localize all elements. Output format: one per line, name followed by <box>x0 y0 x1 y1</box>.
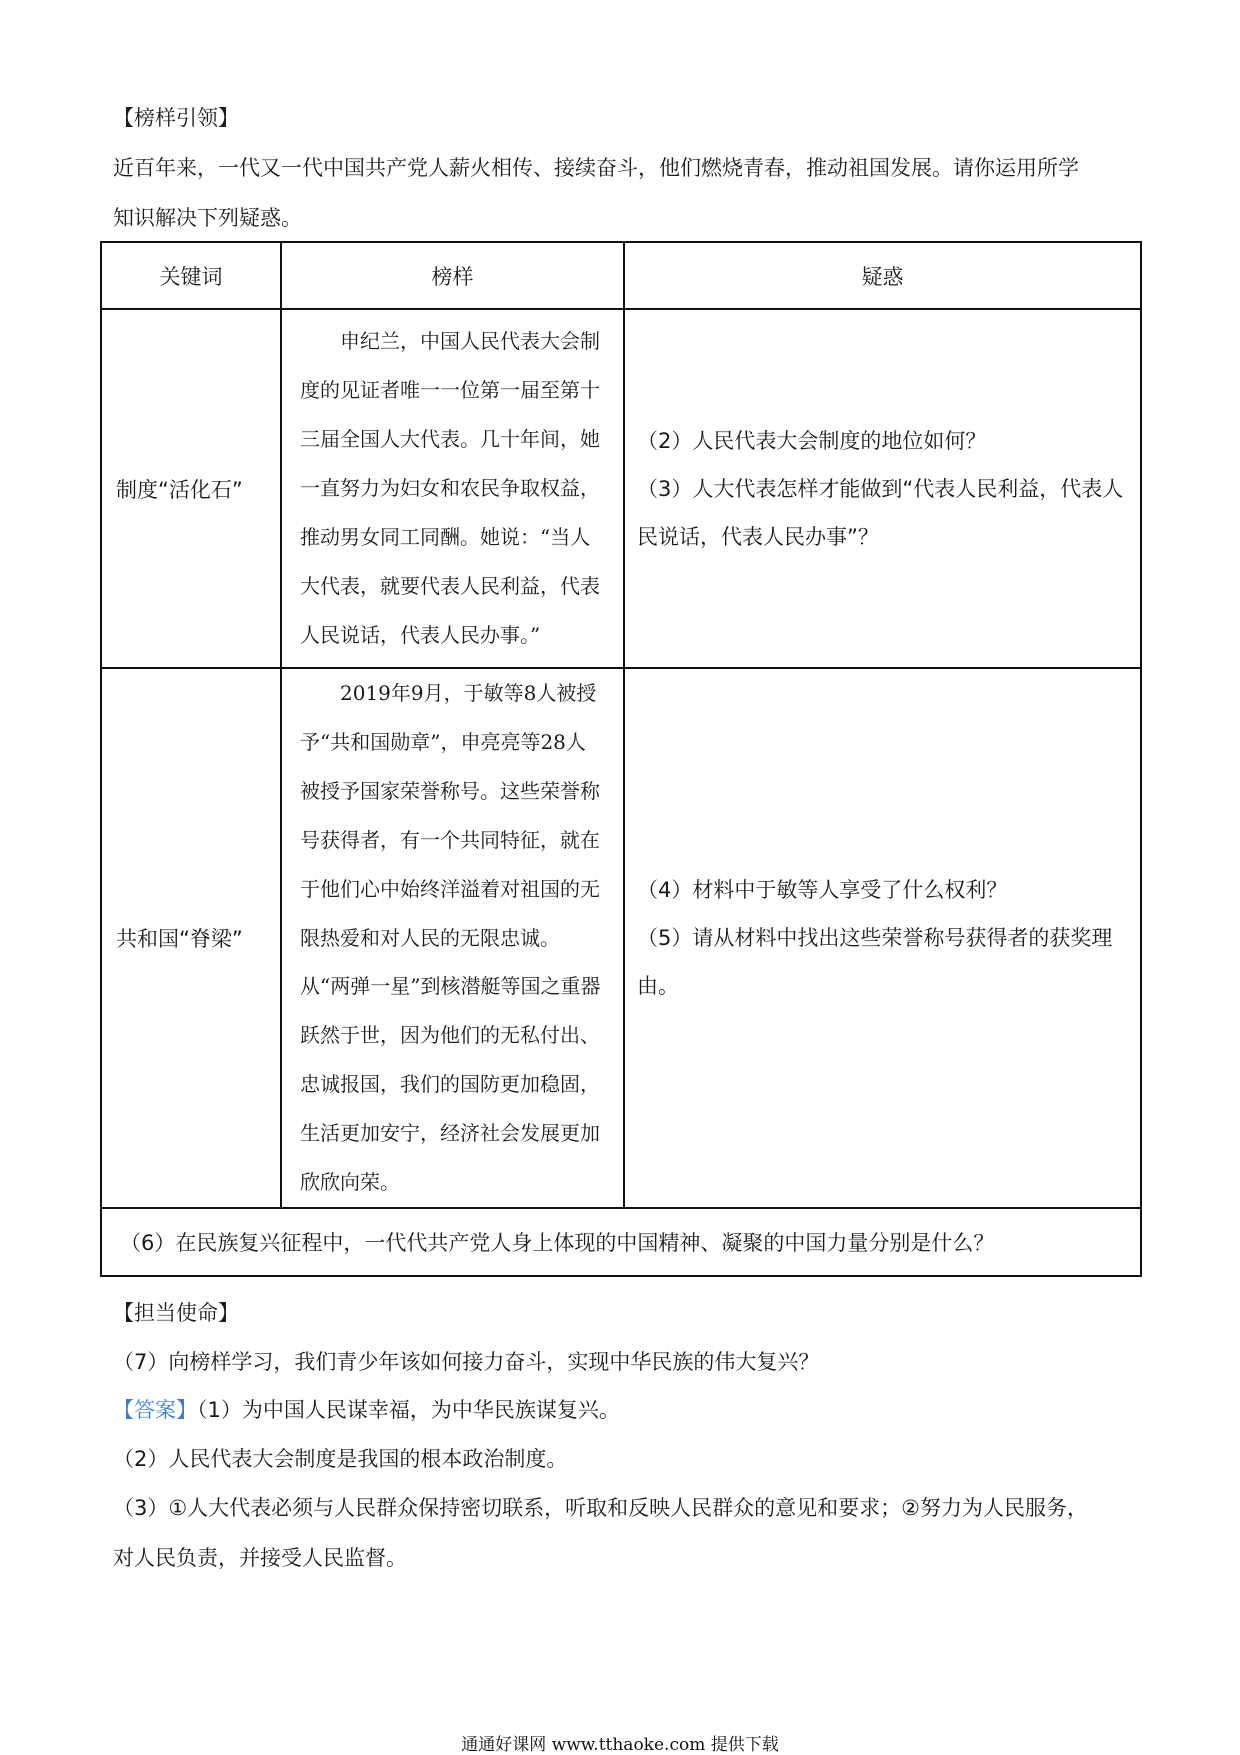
answer-text: （1）为中国人民谋幸福，为中华民族谋复兴。 <box>197 1398 620 1422</box>
header-model: 榜样 <box>281 242 624 309</box>
answer-line-1 <box>113 1395 620 1425</box>
question-item: （4）材料中于敏等人享受了什么权利？ <box>637 877 1008 902</box>
model-text: 2019年9月，于敏等8人被授予“共和国勋章”，申亮亮等28人被授予国家荣誉称号。这些荣誉称号获得者，有一个共同特征，就在于他们心中始终洋溢着对祖国的无限热爱和对人民的无限忠诚。从“两弹一星”到核潜艇等国之重器跃然于世，因为他们的无私付出、忠诚报国，我们的国防更加稳固，生活更加安宁，经济社会发展更加欣欣向荣。 <box>300 681 601 1195</box>
question-item: （2）人民代表大会制度的地位如何？ <box>637 428 987 453</box>
section-heading-mission: 【担当使命】 <box>113 1301 239 1325</box>
model-text: 申纪兰，中国人民代表大会制度的见证者唯一一位第一届至第十三届全国人大代表。几十年间，她一直努力为妇女和农民争取权益，推动男女同工同酬。她说：“当人大代表，就要代表人民利益，代表人民说话，代表人民办事。” <box>300 329 600 647</box>
model-cell <box>281 309 624 668</box>
table-row <box>101 309 1141 668</box>
model-cell <box>281 668 624 1208</box>
question-cell <box>624 309 1141 668</box>
section-heading-role-models: 【榜样引领】 <box>113 106 239 130</box>
table-footer-row <box>101 1208 1141 1276</box>
question-cell <box>624 668 1141 1208</box>
role-model-table <box>100 241 1142 1277</box>
table-header-row <box>101 242 1141 309</box>
page-footer: 通通好课网 www.tthaoke.com 提供下载 <box>461 1735 779 1755</box>
keyword-cell: 制度“活化石” <box>101 309 281 668</box>
answer-tag: 【答案】 <box>113 1398 197 1422</box>
table-row <box>101 668 1141 1208</box>
answer-line-2: （2）人民代表大会制度是我国的根本政治制度。 <box>113 1447 568 1471</box>
header-question: 疑惑 <box>624 242 1141 309</box>
answer-line-3: （3）①人大代表必须与人民群众保持密切联系，听取和反映人民群众的意见和要求；②努力为人民服务， <box>113 1496 1089 1520</box>
answer-line-4: 对人民负责，并接受人民监督。 <box>113 1546 407 1570</box>
intro-text-line-2: 知识解决下列疑惑。 <box>113 206 302 230</box>
footer-question-cell: （6）在民族复兴征程中，一代代共产党人身上体现的中国精神、凝聚的中国力量分别是什么？ <box>101 1208 1141 1276</box>
header-keyword: 关键词 <box>101 242 281 309</box>
question-7: （7）向榜样学习，我们青少年该如何接力奋斗，实现中华民族的伟大复兴？ <box>113 1350 820 1374</box>
question-item: （5）请从材料中找出这些荣誉称号获得者的获奖理由。 <box>637 925 1113 998</box>
keyword-cell: 共和国“脊梁” <box>101 668 281 1208</box>
question-item: （3）人大代表怎样才能做到“代表人民利益，代表人民说话，代表人民办事”？ <box>637 476 1124 549</box>
intro-text-line-1: 近百年来，一代又一代中国共产党人薪火相传、接续奋斗，他们燃烧青春，推动祖国发展。请你运用所学 <box>113 156 1079 180</box>
